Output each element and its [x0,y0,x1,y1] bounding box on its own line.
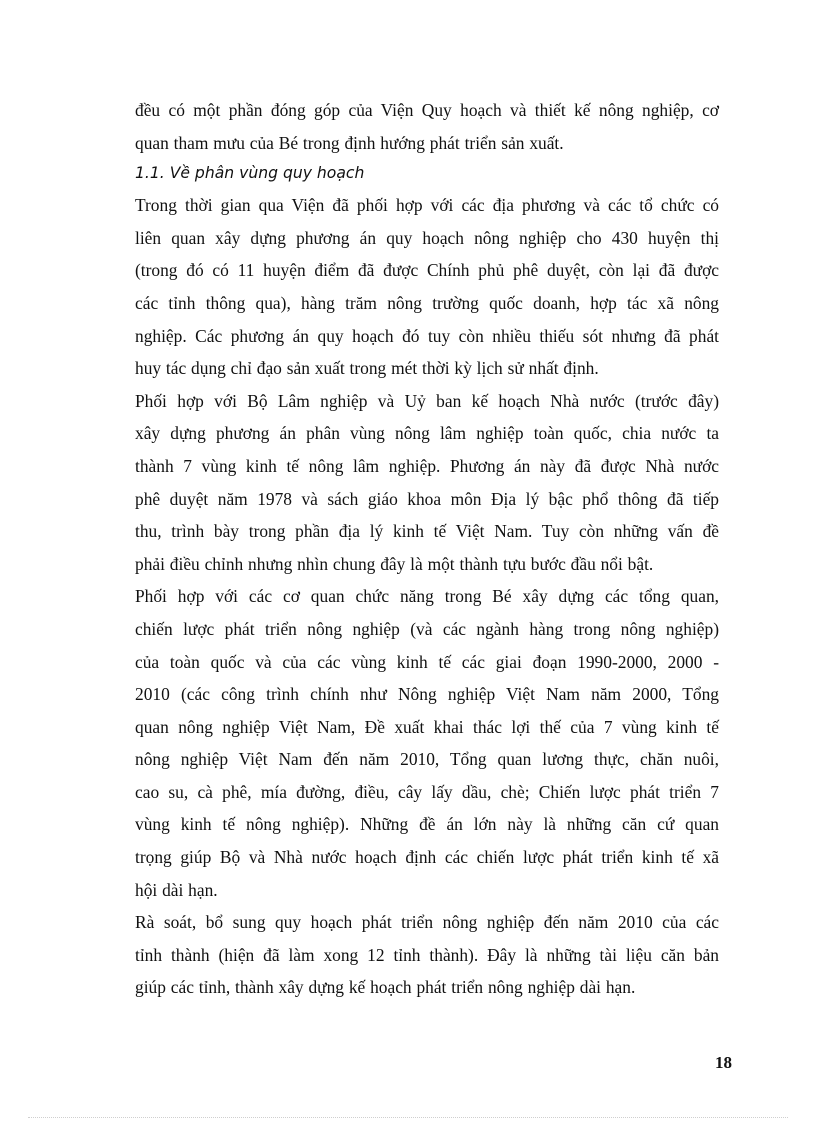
text-line: thành 7 vùng kinh tế nông lâm nghiệp. Phương án này đã được Nhà nước [135,455,719,476]
section-heading: 1.1. Về phân vùng quy hoạch [135,164,365,183]
text-line: liên quan xây dựng phương án quy hoạch nông nghiệp cho 430 huyện thị [135,227,719,248]
paragraph-2 [135,385,719,581]
text-line: huy tác dụng chỉ đạo sản xuất trong mét thời kỳ lịch sử nhất định. [135,358,599,379]
text-line: của toàn quốc và của các vùng kinh tế các giai đoạn 1990-2000, 2000 - [135,651,719,672]
text-line: thu, trình bày trong phần địa lý kinh tế Việt Nam. Tuy còn những vấn đề [135,521,719,542]
text-line: xây dựng phương án phân vùng nông lâm nghiệp toàn quốc, chia nước ta [135,423,719,444]
text-line: vùng kinh tế nông nghiệp). Những đề án lớn này là những căn cứ quan [135,814,719,835]
text-line: Rà soát, bổ sung quy hoạch phát triển nông nghiệp đến năm 2010 của các [135,912,719,933]
text-line: Trong thời gian qua Viện đã phối hợp với các địa phương và các tổ chức có [135,195,719,216]
text-line: phải điều chỉnh nhưng nhìn chung đây là một thành tựu bước đầu nổi bật. [135,553,654,574]
text-line: đều có một phần đóng góp của Viện Quy hoạch và thiết kế nông nghiệp, cơ [135,100,719,120]
text-line: chiến lược phát triển nông nghiệp (và các ngành hàng trong nông nghiệp) [135,618,719,639]
text-line: (trong đó có 11 huyện điểm đã được Chính phủ phê duyệt, còn lại đã được [135,260,719,281]
paragraph-4 [135,906,719,1004]
text-line: hội dài hạn. [135,879,218,900]
paragraph-1 [135,189,719,385]
text-line: phê duyệt năm 1978 và sách giáo khoa môn Địa lý bậc phổ thông đã tiếp [135,488,719,509]
text-line: 2010 (các công trình chính như Nông nghiệp Việt Nam năm 2000, Tổng [135,684,719,705]
footer-divider [28,1117,788,1118]
text-line: nghiệp. Các phương án quy hoạch đó tuy còn nhiều thiếu sót nhưng đã phát [135,325,719,346]
intro-paragraph [135,94,719,159]
text-line: giúp các tỉnh, thành xây dựng kế hoạch phát triển nông nghiệp dài hạn. [135,977,636,998]
document-body [135,94,719,1004]
paragraph-3 [135,580,719,906]
page-number: 18 [715,1053,732,1072]
text-line: Phối hợp với Bộ Lâm nghiệp và Uỷ ban kế hoạch Nhà nước (trước đây) [135,390,719,411]
text-line: nông nghiệp Việt Nam đến năm 2010, Tổng quan lương thực, chăn nuôi, [135,749,719,770]
text-line: các tỉnh thông qua), hàng trăm nông trường quốc doanh, hợp tác xã nông [135,292,719,313]
text-line: tỉnh thành (hiện đã làm xong 12 tỉnh thành). Đây là những tài liệu căn bản [135,944,719,965]
text-line: quan tham mưu của Bé trong định hướng phát triển sản xuất. [135,132,564,153]
text-line: Phối hợp với các cơ quan chức năng trong Bé xây dựng các tổng quan, [135,586,719,607]
text-line: cao su, cà phê, mía đường, điều, cây lấy dầu, chè; Chiến lược phát triển 7 [135,781,719,802]
text-line: trọng giúp Bộ và Nhà nước hoạch định các chiến lược phát triển kinh tế xã [135,847,719,868]
text-line: quan nông nghiệp Việt Nam, Đề xuất khai thác lợi thế của 7 vùng kinh tế [135,716,719,737]
